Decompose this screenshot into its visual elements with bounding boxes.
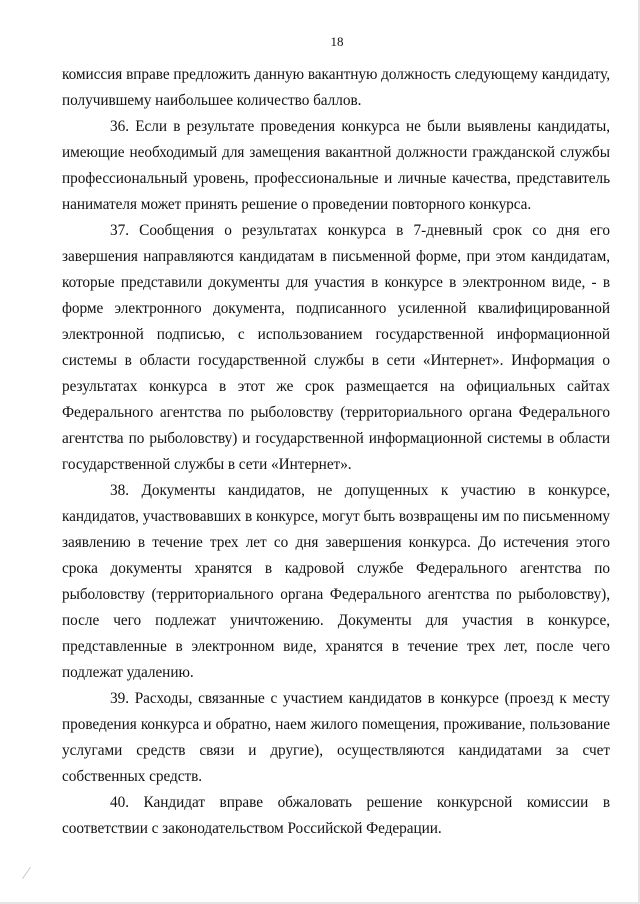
paragraph-continuation: комиссия вправе предложить данную вакантную должность следующему кандидату, получившему наибольшее количество баллов. xyxy=(62,66,610,109)
paragraph-37: 37. Сообщения о результатах конкурса в 7-дневный срок со дня его завершения направляются кандидатам в письменной форме, при этом кандидатам, которые представили документы для участия в конкурсе в электронном виде, - в форме электронного документа, подписанного усиленной квалифицированной электронной подписью, с использованием государственной информационной системы в области государственной службы в сети «Интернет». Информация о результатах конкурса в этот же срок размещается на официальных сайтах Федерального агентства по рыболовству (территориального органа Федерального агентства по рыболовству) и государственной информационной системы в области государственной службы в сети «Интернет». xyxy=(62,222,610,473)
page-number: 18 xyxy=(330,34,344,49)
paragraph-40: 40. Кандидат вправе обжаловать решение конкурсной комиссии в соответствии с законодательством Российской Федерации. xyxy=(62,794,610,837)
paragraph-39: 39. Расходы, связанные с участием кандидатов в конкурсе (проезд к месту проведения конкурса и обратно, наем жилого помещения, проживание, пользование услугами средств связи и другие), осуществляются кандидатами за счет собственных средств. xyxy=(62,690,610,785)
paragraph-38: 38. Документы кандидатов, не допущенных к участию в конкурсе, кандидатов, участвовавших в конкурсе, могут быть возвращены им по письменному заявлению в течение трех лет со дня завершения конкурса. До истечения этого срока документы хранятся в кадровой службе Федерального агентства по рыболовству (территориального органа Федерального агентства по рыболовству), после чего подлежат уничтожению. Документы для участия в конкурсе, представленные в электронном виде, хранятся в течение трех лет, после чего подлежат удалению. xyxy=(62,482,610,681)
document-body xyxy=(62,62,610,842)
scan-artifact-mark xyxy=(22,867,31,879)
paragraph-36: 36. Если в результате проведения конкурса не были выявлены кандидаты, имеющие необходимый для замещения вакантной должности гражданской службы профессиональный уровень, профессиональные и личные качества, представитель нанимателя может принять решение о проведении повторного конкурса. xyxy=(62,118,610,213)
